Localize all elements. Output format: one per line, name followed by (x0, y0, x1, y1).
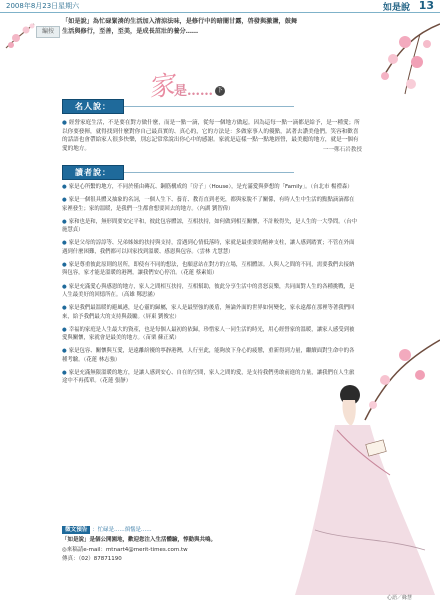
editor-note-text: 「如是說」為忙碌緊湊的生活加入清涼法味，是修行中的暗闇甘露，啓發與激盪，鼓舞生活與修行，至善，至美，是成長茁壯的養分…… (62, 18, 298, 35)
section-header-celebrity: 名人說： (62, 99, 124, 114)
reader-entry (62, 183, 358, 191)
footer-call-for-submissions (62, 516, 232, 564)
reader-entry-text: 家是包容、關懷與互愛，是遠離紛擾的寧靜港灣，人行至此，能夠放下身心的疲憊，重新得到力量，繼續面對生命中的各種考驗。（花蓮 林志強） (62, 348, 355, 363)
feature-title-rest: 是…… (174, 84, 214, 99)
bullet-icon: ● (62, 197, 67, 204)
bullet-icon: ● (62, 326, 67, 333)
reader-entry (62, 239, 358, 256)
page-header (0, 0, 440, 13)
celebrity-quote-text: 經營家庭生活，不是要在對方做什麼，而是一點一滴，從每一個地方做起。因為這每一點一滴都是給予，是一種愛；所以你要發揮，就得找到什麼對你自己最真實的、真心的，它的方法是：多做家事人的優點，試著去讚美他們。笑容和歡喜的話語也會帶給家人很多快樂，別忘記常常說出你心中的感謝。家就是這樣一點一點地經營，最美麗的地方，就是一個有愛的地方。 (62, 120, 360, 152)
feature-title-char: 家 (146, 70, 177, 104)
footer-note: 「如是說」是個公開園地，歡迎您注入生活體驗，惇動與共鳴。 (62, 537, 217, 543)
bullet-icon: ● (62, 120, 67, 126)
reader-entry-text: 家和也是和，無形間要安定平和，彼此包容體諒，互相扶持，如何做到相互關懷，不計較得失，是人生的一大學問。（台中 施慧貞） (62, 218, 358, 234)
header-title: 如是說 (382, 3, 410, 13)
reader-entry-text: 家是我們最溫暖的避風港，是心靈的歸屬，家人是最堅強的後盾，無論外面的世界如何變化，家永遠都在那裡等著我們回來，給予我們最大的支持與鼓勵。（屏東 劉俊宏） (62, 305, 355, 320)
section-divider (124, 106, 294, 107)
section-divider (124, 172, 294, 173)
bullet-icon: ● (62, 240, 67, 247)
illustration-caption: 心語／緣慧 (386, 595, 412, 601)
part-marker: 下 (217, 86, 224, 94)
reader-entry (62, 218, 358, 235)
reader-entry-text: 家是充滿無限溫暖的地方，是讓人感到安心、自在的空間，家人之間的愛，是支持我們勇敢前進的力量，讓我們在人生旅途中不再孤單。（花蓮 張靜） (62, 370, 355, 385)
bullet-icon: ● (62, 218, 67, 225)
feature-title (148, 66, 225, 103)
editor-note-badge: 編按 (36, 26, 60, 38)
bullet-icon: ● (62, 348, 67, 355)
bullet-icon: ● (62, 283, 67, 290)
section-header-readers: 讀者說： (62, 165, 124, 180)
reader-entry (62, 261, 358, 278)
page-number: 13 (418, 0, 434, 12)
reader-entry (62, 283, 358, 300)
bullet-icon: ● (62, 262, 67, 269)
reader-entry-text: 家是心所繫的地方，不同於僅由磚瓦、鋼筋構成的「房子」（House），是充滿愛與夢想的「Family」。（台北市 楊禮森） (68, 184, 353, 190)
footer-email: ◎來稿請e-mail：mtnart4@merit-times.com.tw (62, 546, 188, 553)
reader-entry-text: 家是充滿愛心與感恩的地方，家人之間相互扶持，互相幫助，彼此分享生活中的喜怒哀樂，共同面對人生的各種挑戰，是人生最美好的回憶所在。（高雄 鄭思涵） (62, 283, 355, 298)
footer-topics: ：忙碌是……煩惱是…… (92, 527, 152, 533)
reader-entry (62, 196, 358, 213)
plum-blossom-icon (4, 18, 38, 52)
footer-fax: 傳真：（02）87871190 (62, 556, 122, 562)
blossom-branch-icon (345, 14, 440, 104)
reader-entry-text: 家是一個很具體又抽象的名詞，一個人生下、養育、教育直到老死，都與家脫不了關係，有時人生中生活的點點滴滴都在家裡發生；家的溫暖，是我們一生都會想要回去的地方。（內湖 劉智偉） (62, 197, 355, 212)
celebrity-quote (62, 119, 362, 154)
reader-entry-text: 幸福的家庭是人生最大的資產，也是每個人最初的依歸，珍惜家人一同生活的時光，用心經營家的溫暖，讓家人感受到被愛與關懷，家就會是最美的地方。（苗栗 蘇正斌） (62, 326, 355, 342)
reading-lady-illustration (255, 300, 440, 600)
bullet-icon: ● (62, 370, 67, 377)
reader-entry-text: 家是父母的諄諄等、兄弟姊妹的扶持與支持，當遇到心情低落時，家就是最重要的精神支柱，讓人感到踏實；不管在外面遇到什麼困難，我們都可以回家找到溫暖、感恩與包容。（雲林 尤慧慧） (62, 240, 355, 255)
footer-label: 徵文預告 (62, 526, 90, 534)
celebrity-author: 一一鄭石岩教授 (322, 146, 362, 153)
header-date: 2008年8月23日星期六 (6, 2, 80, 10)
bullet-icon: ● (62, 305, 67, 312)
bullet-icon: ● (62, 184, 67, 190)
reader-entry-text: 家是尊重彼此原則的居所，即使有不同的想法，也願意站在對方的立場，互相體諒。人與人之間的不同，需要我們去接納與包容，家才能是溫暖的港灣，讓我們安心停泊。（花蓮 蔡素娟） (62, 262, 355, 277)
